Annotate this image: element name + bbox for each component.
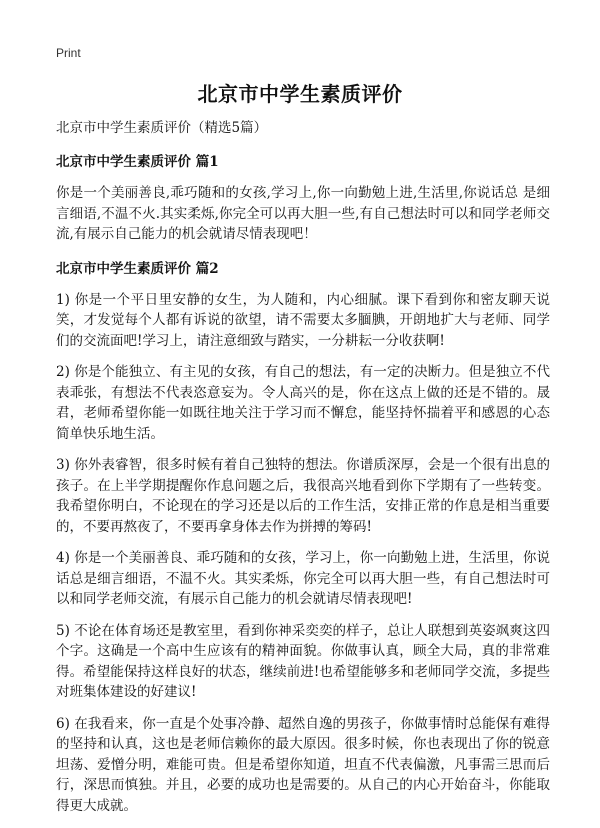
document-title: 北京市中学生素质评价 [197,82,403,106]
document-subtitle: 北京市中学生素质评价（精选5篇） [56,120,268,136]
section-2 [56,259,550,817]
document-body [56,118,550,827]
section-1 [56,152,550,245]
print-label: Print [56,46,81,60]
paragraph: 3) 你外表睿智，很多时候有着自己独特的想法。你谱质深厚，会是一个很有出息的孩子。在上半学期提醒你作息问题之后，我很高兴地看到你下学期有了一些转变。我希望你明白，不论现在的学习还是以后的工作生活，安排正常的作息是相当重要的，不要再熬夜了，不要再拿身体去作为拼搏的筹码! [56,457,550,535]
paragraph: 6) 在我看来，你一直是个处事冷静、超然自逸的男孩子，你做事情时总能保有难得的坚持和认真，这也是老师信赖你的最大原因。很多时候，你也表现出了你的锐意坦荡、爱憎分明，难能可贵。但是希望你知道，坦直不代表偏激，凡事需三思而后行，深思而慎独。并且，必要的成功也是需要的。从自己的内心开始奋斗，你能取得更大成就。 [56,715,550,814]
paragraph: 5) 不论在体育场还是教室里，看到你神采奕奕的样子，总让人联想到英姿飒爽这四个字。这确是一个高中生应该有的精神面貌。你做事认真，顾全大局，真的非常难得。希望能保持这样良好的状态，继续前进!也希望能够多和老师同学交流，多提些对班集体建设的好建议! [56,622,550,700]
paragraph: 2) 你是个能独立、有主见的女孩，有自己的想法，有一定的决断力。但是独立不代表乖张，有想法不代表恣意妄为。令人高兴的是，你在这点上做的还是不错的。晟君，老师希望你能一如既往地关注于学习而不懈怠，能坚持怀揣着平和感恩的心态简单快乐地生活。 [56,364,550,442]
paragraph: 4) 你是一个美丽善良、乖巧随和的女孩，学习上，你一向勤勉上进，生活里，你说话总是细言细语，不温不火。其实柔烁，你完全可以再大胆一些，有自己想法时可以和同学老师交流，有展示自己能力的机会就请尽情表现吧! [56,550,550,607]
section-heading: 北京市中学生素质评价 篇2 [56,260,219,277]
paragraph: 你是一个美丽善良,乖巧随和的女孩,学习上,你一向勤勉上进,生活里,你说话总 是细言细语,不温不火.其实柔烁,你完全可以再大胆一些,有自己想法时可以和同学老师交流,有展示自己能力的机会就请尽情表现吧！ [56,185,550,242]
paragraph: 1) 你是一个平日里安静的女生，为人随和，内心细腻。课下看到你和密友聊天说笑，才发觉每个人都有诉说的欲望，请不需要太多腼腆，开朗地扩大与老师、同学们的交流面吧!学习上，请注意细致与踏实，一分耕耘一分收获啊! [56,291,550,349]
section-heading: 北京市中学生素质评价 篇1 [56,154,219,170]
